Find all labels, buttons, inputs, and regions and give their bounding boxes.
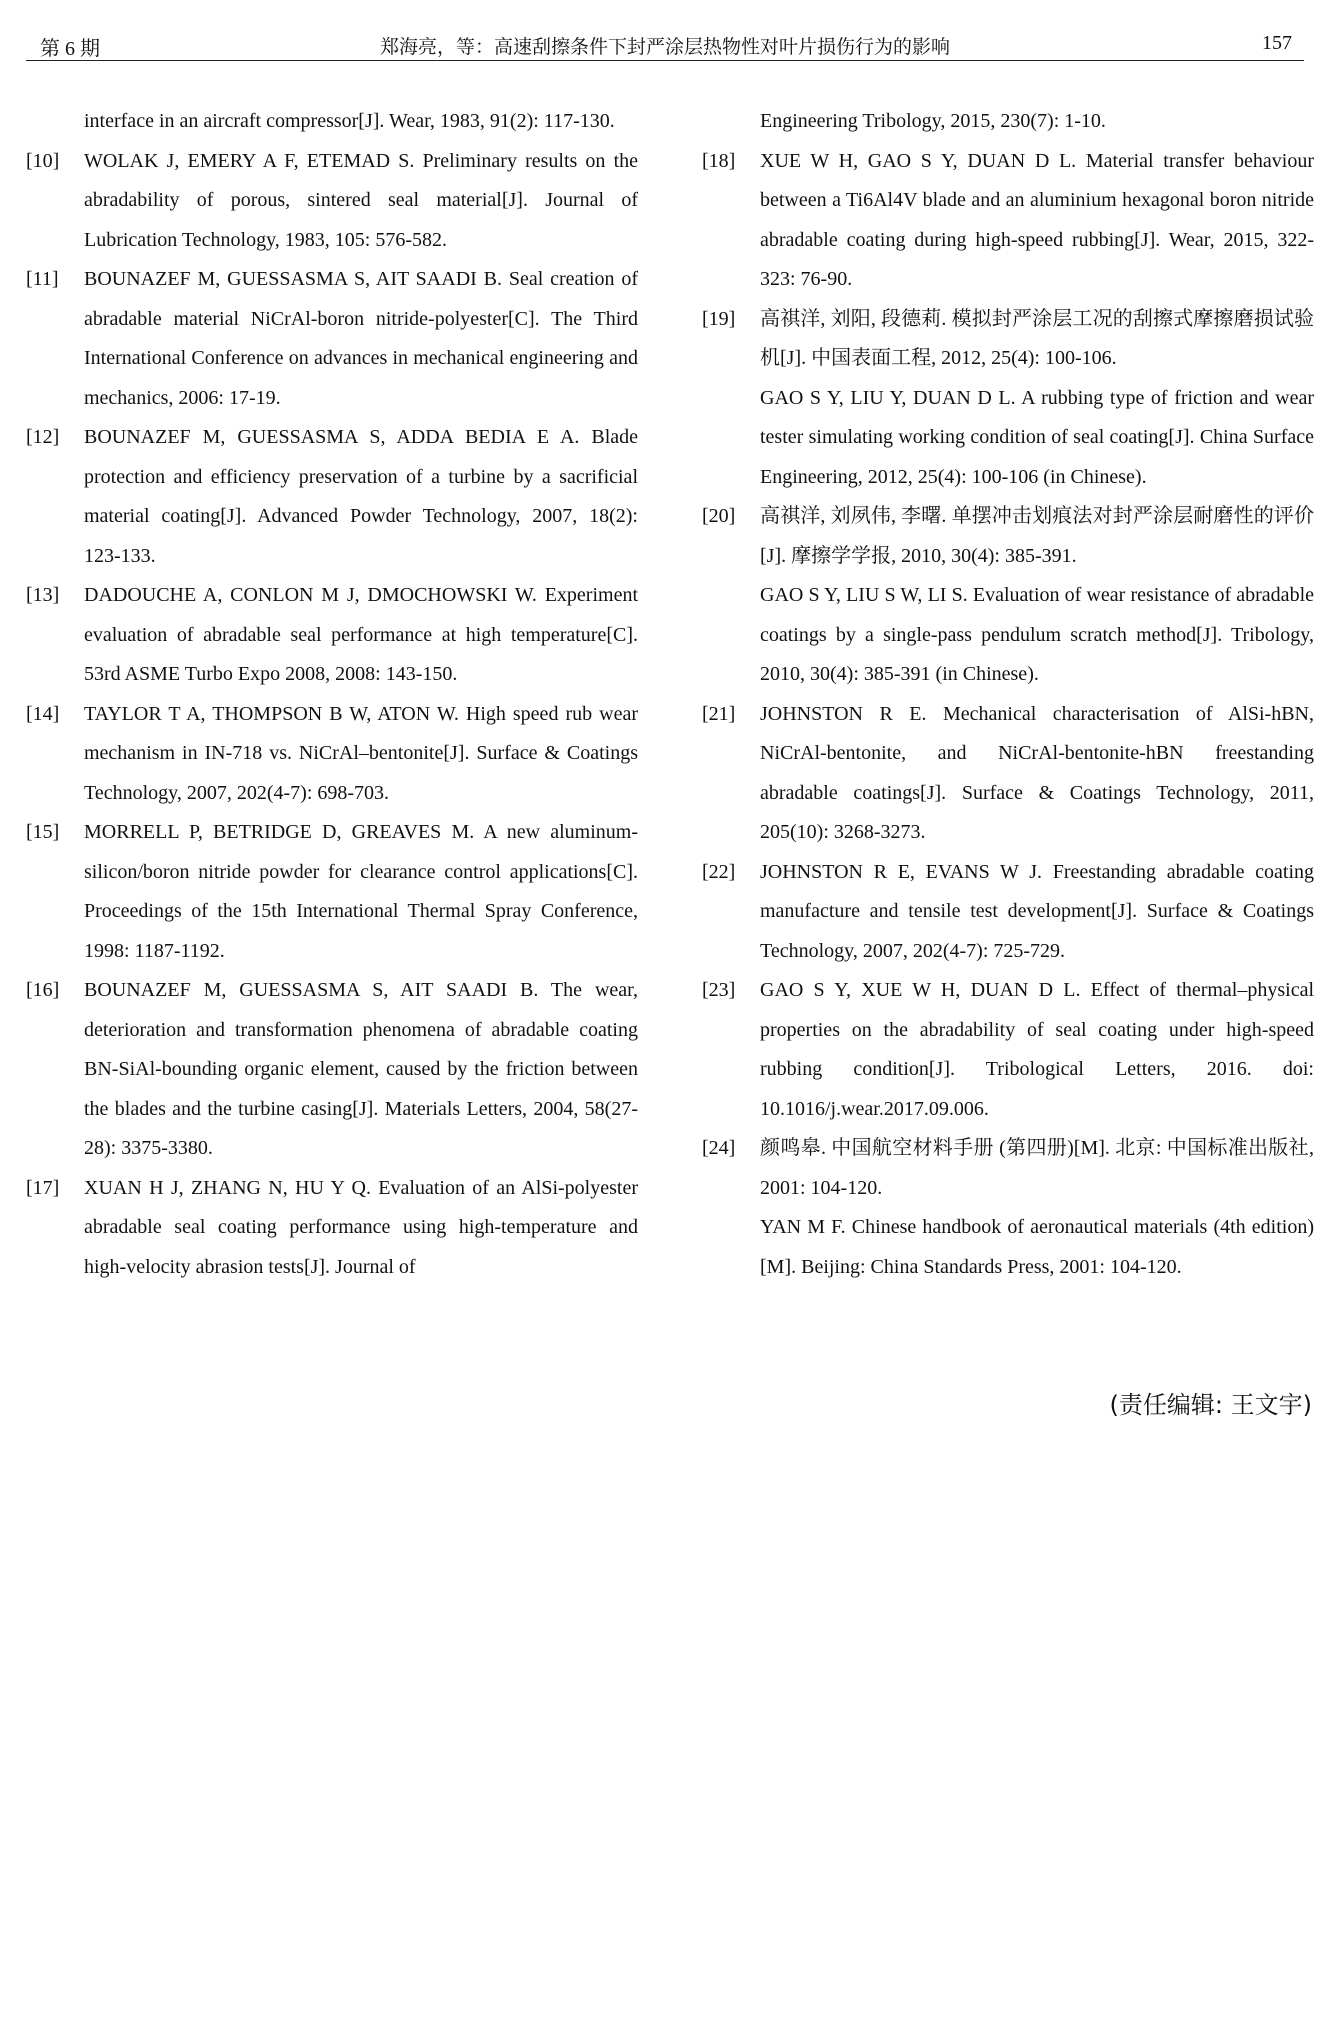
page-number: 157: [1262, 32, 1292, 54]
reference-item: [26, 695, 638, 814]
reference-number: [11]: [26, 268, 59, 290]
reference-text: 高祺洋, 刘夙伟, 李曙. 单摆冲击划痕法对封严涂层耐磨性的评价[J]. 摩擦学学报, 2010, 30(4): 385-391.: [760, 505, 1314, 567]
reference-number: [20]: [702, 505, 736, 527]
reference-text-english: GAO S Y, LIU S W, LI S. Evaluation of wear resistance of abradable coatings by a single-pass pendulum scratch method[J]. Tribology, 2010, 30(4): 385-391 (in Chinese).: [760, 584, 1314, 685]
reference-number: [10]: [26, 149, 60, 172]
reference-text: BOUNAZEF M, GUESSASMA S, ADDA BEDIA E A. Blade protection and efficiency preservation of a turbine by a sacrificial material coating[J]. Advanced Powder Technology, 2007, 18(2): 123-133.: [84, 426, 638, 567]
reference-item: [702, 142, 1314, 300]
left-column: [26, 102, 638, 1287]
reference-continuation: interface in an aircraft compressor[J]. Wear, 1983, 91(2): 117-130.: [84, 110, 615, 132]
reference-text: XUAN H J, ZHANG N, HU Y Q. Evaluation of an AlSi-polyester abradable seal coating performance using high-temperature and high-velocity abrasion tests[J]. Journal of: [84, 1176, 638, 1278]
reference-text: GAO S Y, XUE W H, DUAN D L. Effect of thermal–physical properties on the abradability of seal coating under high-speed rubbing condition[J]. Tribological Letters, 2016. doi: 10.1016/j.wear.2017.09.006.: [760, 979, 1314, 1120]
reference-text: TAYLOR T A, THOMPSON B W, ATON W. High speed rub wear mechanism in IN-718 vs. NiCrAl–bentonite[J]. Surface & Coatings Technology, 2007, 202(4-7): 698-703.: [84, 702, 638, 804]
reference-number: [13]: [26, 584, 60, 606]
issue-number: 第 6 期: [40, 38, 100, 60]
reference-number: [17]: [26, 1176, 60, 1199]
reference-text: XUE W H, GAO S Y, DUAN D L. Material transfer behaviour between a Ti6Al4V blade and an aluminium hexagonal boron nitride abradable coating during high-speed rubbing[J]. Wear, 2015, 322-323: 76-90.: [760, 149, 1314, 290]
running-title: 郑海亮，等：高速刮擦条件下封严涂层热物性对叶片损伤行为的影响: [379, 36, 950, 58]
reference-item: [702, 300, 1314, 498]
reference-number: [19]: [702, 307, 736, 330]
reference-number: [12]: [26, 426, 60, 448]
reference-item: [702, 853, 1314, 972]
reference-text: BOUNAZEF M, GUESSASMA S, AIT SAADI B. The wear, deterioration and transformation phenomena of abradable coating BN-SiAl-bounding organic element, caused by the friction between the blades and the turbine casing[J]. Materials Letters, 2004, 58(27-28): 3375-3380.: [84, 979, 638, 1159]
reference-continuation: Engineering Tribology, 2015, 230(7): 1-10.: [760, 110, 1106, 132]
reference-text: DADOUCHE A, CONLON M J, DMOCHOWSKI W. Experiment evaluation of abradable seal performance at high temperature[C]. 53rd ASME Turbo Expo 2008, 2008: 143-150.: [84, 584, 638, 685]
reference-item: [26, 971, 638, 1169]
reference-item: [26, 813, 638, 971]
reference-item: [702, 497, 1314, 695]
reference-item: [26, 260, 638, 418]
reference-number: [23]: [702, 979, 736, 1001]
reference-item: [26, 576, 638, 695]
reference-number: [16]: [26, 979, 60, 1001]
reference-item: [702, 695, 1314, 853]
reference-number: [18]: [702, 149, 736, 172]
reference-number: [14]: [26, 702, 60, 725]
reference-item: [26, 1169, 638, 1288]
reference-text-english: GAO S Y, LIU Y, DUAN D L. A rubbing type of friction and wear tester simulating working condition of seal coating[J]. China Surface Engineering, 2012, 25(4): 100-106 (in Chinese).: [760, 386, 1314, 488]
reference-number: [22]: [702, 860, 736, 883]
reference-text-english: YAN M F. Chinese handbook of aeronautical materials (4th edition)[M]. Beijing: China Standards Press, 2001: 104-120.: [760, 1216, 1314, 1278]
reference-number: [15]: [26, 821, 60, 843]
reference-number: [21]: [702, 702, 736, 725]
reference-text: 高祺洋, 刘阳, 段德莉. 模拟封严涂层工况的刮擦式摩擦磨损试验机[J]. 中国表面工程, 2012, 25(4): 100-106.: [760, 307, 1314, 369]
right-column: [702, 102, 1314, 1287]
reference-text: BOUNAZEF M, GUESSASMA S, AIT SAADI B. Seal creation of abradable material NiCrAl-boron nitride-polyester[C]. The Third International Conference on advances in mechanical engineering and mechanics, 2006: 17-19.: [84, 268, 638, 409]
reference-text: JOHNSTON R E. Mechanical characterisation of AlSi-hBN, NiCrAl-bentonite, and NiCrAl-bentonite-hBN freestanding abradable coatings[J]. Surface & Coatings Technology, 2011, 205(10): 3268-3273.: [760, 702, 1314, 843]
reference-item: [26, 418, 638, 576]
reference-item: [702, 1129, 1314, 1287]
reference-text: JOHNSTON R E, EVANS W J. Freestanding abradable coating manufacture and tensile test development[J]. Surface & Coatings Technology, 2007, 202(4-7): 725-729.: [760, 860, 1314, 962]
reference-text: WOLAK J, EMERY A F, ETEMAD S. Preliminary results on the abradability of porous, sintered seal material[J]. Journal of Lubrication Technology, 1983, 105: 576-582.: [84, 149, 638, 251]
running-header: [26, 26, 1304, 61]
reference-item: [26, 142, 638, 261]
reference-item: [702, 971, 1314, 1129]
reference-text: MORRELL P, BETRIDGE D, GREAVES M. A new aluminum-silicon/boron nitride powder for clearance control applications[C]. Proceedings of the 15th International Thermal Spray Conference, 1998: 1187-1192.: [84, 821, 638, 962]
reference-number: [24]: [702, 1137, 736, 1159]
reference-text: 颜鸣皋. 中国航空材料手册 (第四册)[M]. 北京: 中国标准出版社, 2001: 104-120.: [760, 1137, 1314, 1199]
responsible-editor: (责任编辑: 王文宇): [1109, 1391, 1312, 1419]
